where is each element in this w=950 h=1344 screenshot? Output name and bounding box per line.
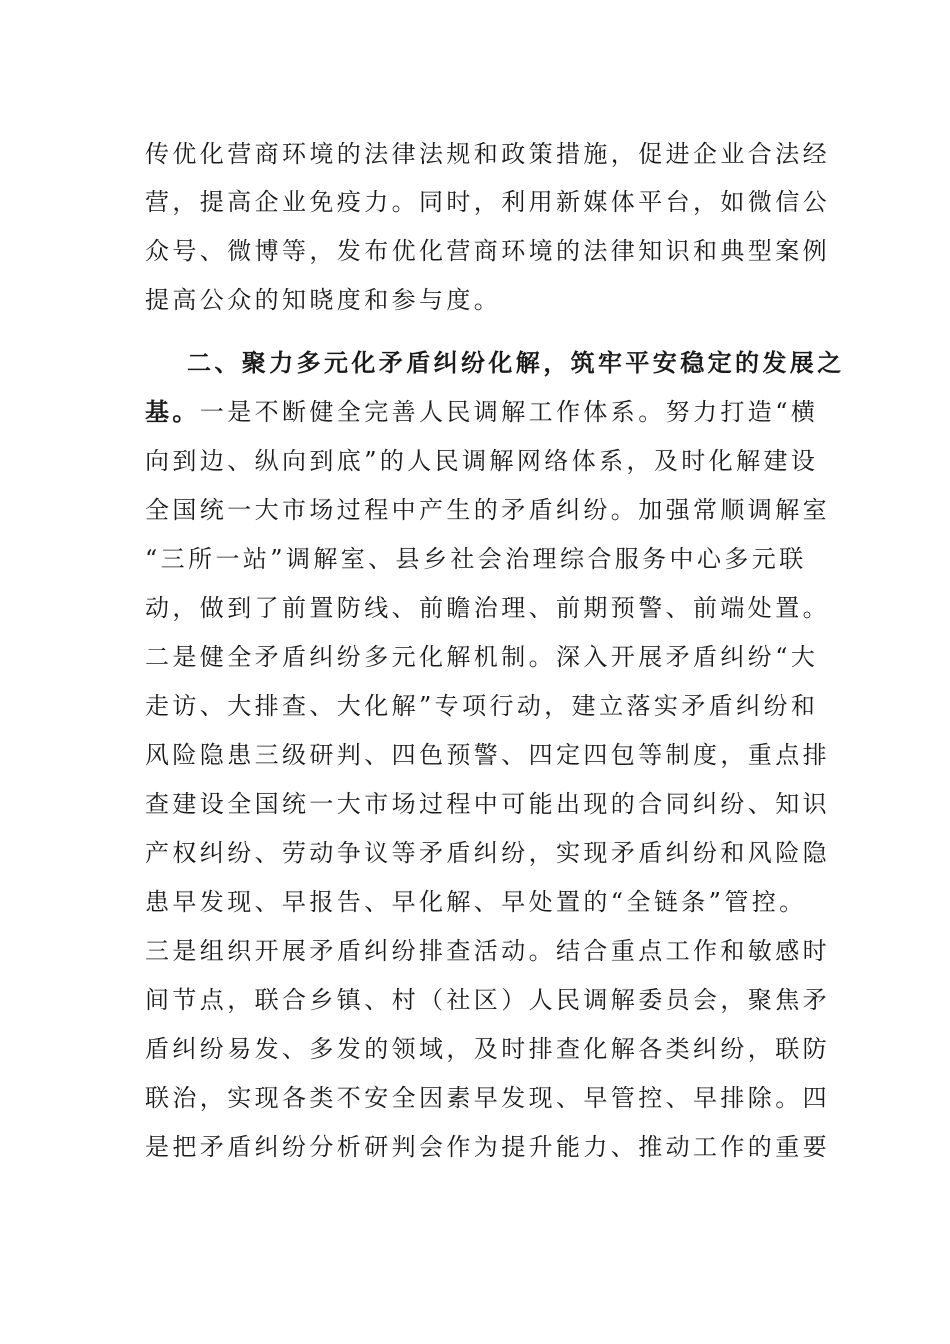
paragraph-2-line-8: 走访、大排查、大化解”专项行动，建立落实矛盾纠纷和 [145, 692, 819, 720]
section-heading-line-2: 基。 [145, 397, 200, 426]
paragraph-2-line-2 [145, 397, 819, 427]
paragraph-2-line-16: 联治，实现各类不安全因素早发现、早管控、早排除。四 [145, 1084, 830, 1112]
paragraph-1-line-1: 传优化营商环境的法律法规和政策措施，促进企业合法经 [145, 140, 830, 168]
paragraph-2-line-5: “三所一站”调解室、县乡社会治理综合服务中心多元联 [145, 545, 807, 573]
paragraph-2-line-10: 查建设全国统一大市场过程中可能出现的合同纠纷、知识 [145, 790, 830, 818]
paragraph-2-line-6: 动，做到了前置防线、前瞻治理、前期预警、前端处置。 [145, 594, 830, 622]
paragraph-2-line-13: 三是组织开展矛盾纠纷排查活动。结合重点工作和敏感时 [145, 937, 830, 965]
paragraph-1-line-3: 众号、微博等，发布优化营商环境的法律知识和典型案例 [145, 237, 830, 265]
paragraph-1-line-4: 提高公众的知晓度和参与度。 [145, 286, 502, 314]
paragraph-2-line-7: 二是健全矛盾纠纷多元化解机制。深入开展矛盾纠纷“大 [145, 643, 819, 671]
paragraph-2-line-14: 间节点，联合乡镇、村（社区）人民调解委员会，聚焦矛 [145, 986, 830, 1014]
paragraph-1-line-2: 营，提高企业免疫力。同时，利用新媒体平台，如微信公 [145, 188, 830, 216]
paragraph-2-line-17: 是把矛盾纠纷分析研判会作为提升能力、推动工作的重要 [145, 1133, 830, 1161]
paragraph-2-line-11: 产权纠纷、劳动争议等矛盾纠纷，实现矛盾纠纷和风险隐 [145, 839, 830, 867]
paragraph-2-line-15: 盾纠纷易发、多发的领域，及时排查化解各类纠纷，联防 [145, 1035, 830, 1063]
paragraph-2-line-2-text: 一是不断健全完善人民调解工作体系。努力打造“横 [199, 398, 819, 426]
section-heading-line-1: 二、聚力多元化矛盾纠纷化解，筑牢平安稳定的发展之 [187, 348, 845, 377]
paragraph-2-line-9: 风险隐患三级研判、四色预警、四定四包等制度，重点排 [145, 741, 830, 769]
paragraph-2-line-12: 患早发现、早报告、早化解、早处置的“全链条”管控。 [145, 888, 807, 916]
paragraph-2-line-4: 全国统一大市场过程中产生的矛盾纠纷。加强常顺调解室 [145, 496, 830, 524]
paragraph-2-line-3: 向到边、纵向到底”的人民调解网络体系，及时化解建设 [145, 447, 819, 475]
